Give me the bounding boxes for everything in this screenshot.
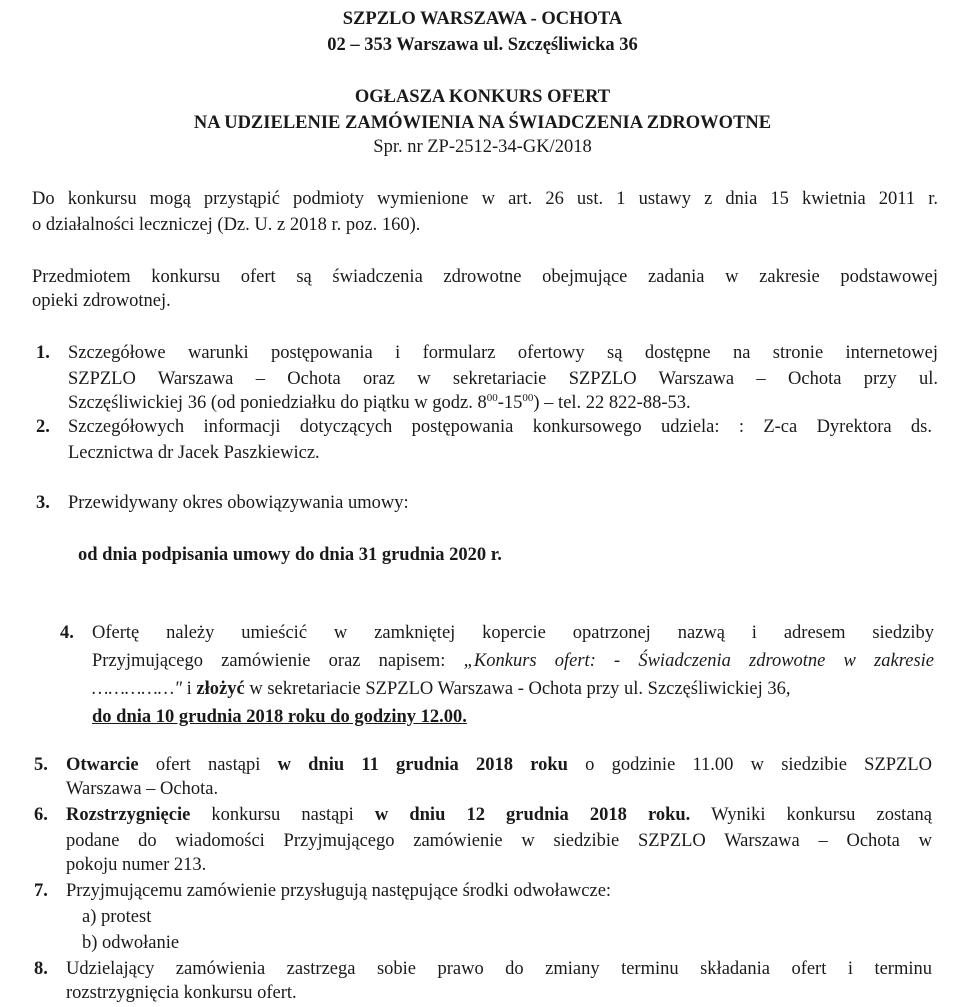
- submission-deadline: do dnia 10 grudnia 2018 roku do godziny 12.00.: [92, 707, 467, 727]
- item-2-number: 2.: [36, 417, 50, 437]
- intro-paragraph-1-line-1: Do konkursu mogą przystąpić podmioty wymienione w art. 26 ust. 1 ustawy z dnia 15 kwietnia 2011 r.: [32, 189, 938, 209]
- item-1-line-2: SZPZLO Warszawa – Ochota oraz w sekretariacie SZPZLO Warszawa – Ochota przy ul.: [68, 369, 938, 389]
- item-3-line-1: Przewidywany okres obowiązywania umowy:: [68, 493, 409, 513]
- item-6-line-3: pokoju numer 213.: [66, 855, 207, 875]
- item-7-line-1: Przyjmującemu zamówienie przysługują następujące środki odwoławcze:: [66, 881, 612, 901]
- announcement-subject: NA UDZIELENIE ZAMÓWIENIA NA ŚWIADCZENIA ZDROWOTNE: [193, 113, 772, 133]
- item-6-line-2: podane do wiadomości Przyjmującego zamówienie w siedzibie SZPZLO Warszawa – Ochota w: [66, 831, 932, 851]
- item-5-line-2: Warszawa – Ochota.: [66, 779, 219, 799]
- item-6-number: 6.: [34, 805, 48, 825]
- item-6-line-1: Rozstrzygnięcie konkursu nastąpi w dniu 12 grudnia 2018 roku. Wyniki konkursu zostaną: [66, 805, 932, 825]
- item-1-line-3: Szczęśliwickiej 36 (od poniedziałku do piątku w godz. $8^{00}-15^{00}$) – tel. 22 822-88-53.: [68, 392, 691, 413]
- item-8-line-2: rozstrzygnięcia konkursu ofert.: [66, 983, 297, 1003]
- item-7-option-a: a) protest: [82, 907, 152, 927]
- intro-paragraph-2-line-1: Przedmiotem konkursu ofert są świadczenia zdrowotne obejmujące zadania w zakresie podstawowej: [32, 267, 938, 287]
- item-5-number: 5.: [34, 755, 48, 775]
- item-2-line-1: Szczegółowych informacji dotyczących postępowania konkursowego udziela: : Z-ca Dyrektora ds.: [68, 417, 932, 437]
- item-4-line-1: Ofertę należy umieścić w zamkniętej kopercie opatrzonej nazwą i adresem siedziby: [92, 623, 934, 643]
- announcement-title: OGŁASZA KONKURS OFERT: [354, 87, 611, 107]
- item-2-line-2: Lecznictwa dr Jacek Paszkiewicz.: [68, 443, 320, 463]
- case-number: Spr. nr ZP-2512-34-GK/2018: [373, 137, 592, 157]
- item-4-line-3: ……………" i złożyć w sekretariacie SZPZLO Warszawa - Ochota przy ul. Szczęśliwickiej 36,: [92, 679, 791, 699]
- item-1-number: 1.: [36, 343, 50, 363]
- item-5-line-1: Otwarcie ofert nastąpi w dniu 11 grudnia 2018 roku o godzinie 11.00 w siedzibie SZPZLO: [66, 755, 933, 775]
- item-8-number: 8.: [34, 959, 48, 979]
- item-4-line-2: Przyjmującego zamówienie oraz napisem: „Konkurs ofert: - Świadczenia zdrowotne w zakresie: [92, 651, 934, 671]
- item-8-line-1: Udzielający zamówienia zastrzega sobie prawo do zmiany terminu składania ofert i terminu: [66, 959, 932, 979]
- org-name: SZPZLO WARSZAWA - OCHOTA: [342, 9, 623, 29]
- org-address: 02 – 353 Warszawa ul. Szczęśliwicka 36: [327, 35, 638, 55]
- item-7-option-b: b) odwołanie: [82, 933, 180, 953]
- intro-paragraph-1-line-2: o działalności leczniczej (Dz. U. z 2018 r. poz. 160).: [32, 215, 421, 235]
- contract-period: od dnia podpisania umowy do dnia 31 grudnia 2020 r.: [78, 545, 502, 565]
- intro-paragraph-2-line-2: opieki zdrowotnej.: [32, 291, 171, 311]
- item-3-number: 3.: [36, 493, 50, 513]
- item-1-line-1: Szczegółowe warunki postępowania i formularz ofertowy są dostępne na stronie internetowej: [68, 343, 938, 363]
- item-7-number: 7.: [34, 881, 48, 901]
- item-4-number: 4.: [60, 623, 74, 643]
